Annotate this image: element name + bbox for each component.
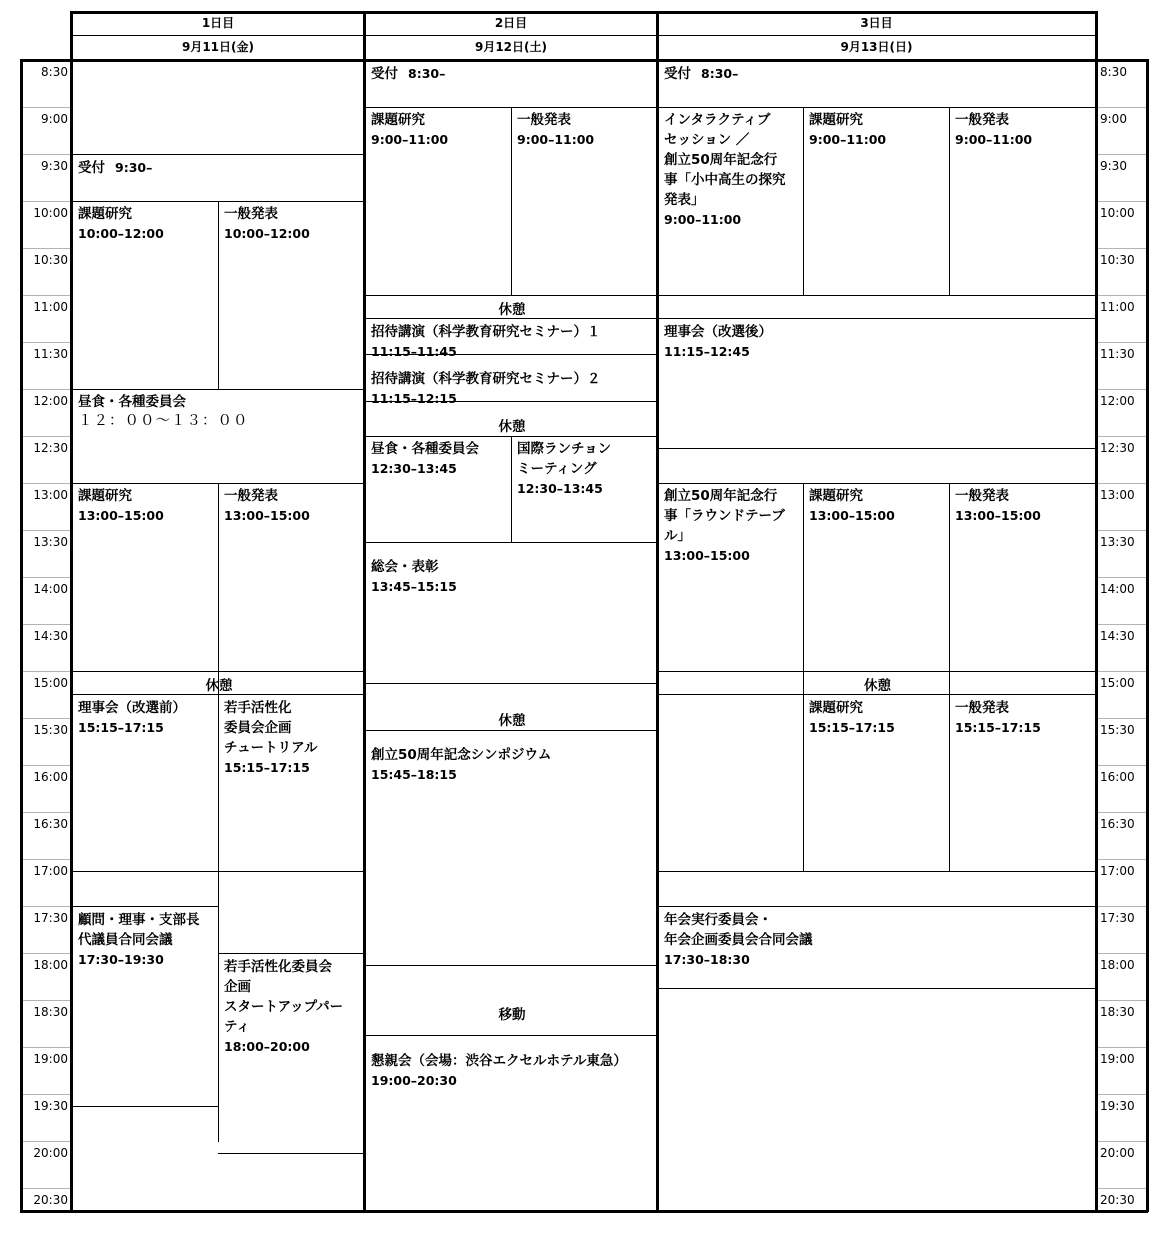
- time-label-left: 11:00: [33, 300, 68, 314]
- d3-general-late: [951, 696, 1095, 882]
- d3-research-late-time: 15:15–17:15: [809, 720, 895, 735]
- d2-invited2-time: 11:15–12:15: [371, 391, 457, 406]
- day3-label: 3日目: [860, 16, 893, 30]
- d3-roundtable: [660, 484, 803, 670]
- time-label-left: 18:00: [33, 958, 68, 972]
- d1-tutorial-time: 15:15–17:15: [224, 760, 310, 775]
- d1-board-title: 理事会（改選前）: [78, 700, 186, 716]
- d1-reception-time: 9:30–: [115, 160, 153, 175]
- d2-party-title: 懇親会（会場：渋谷エクセルホテル東急）: [371, 1053, 627, 1069]
- d1-general-am-time: 10:00–12:00: [224, 226, 310, 241]
- d1-general-am-title: 一般発表: [224, 206, 278, 222]
- time-label-left: 15:00: [33, 676, 68, 690]
- d1-break: 休憩: [205, 678, 233, 694]
- time-label-right: 18:00: [1100, 958, 1135, 972]
- time-label-right: 11:30: [1100, 347, 1135, 361]
- d3-research-am-title: 課題研究: [809, 112, 863, 128]
- d2-break3: 休憩: [498, 712, 526, 729]
- d1-startup: [220, 955, 364, 1141]
- d2-general-meeting-time: 13:45–15:15: [371, 579, 457, 594]
- day1-label: 1日目: [201, 16, 235, 30]
- d3-research-am-time: 9:00–11:00: [809, 132, 887, 147]
- time-label-left: 12:30: [33, 441, 68, 455]
- day2-date: 9月12日(土): [474, 40, 548, 54]
- d1-reception-title: 受付: [78, 160, 105, 176]
- d3-research-pm-time: 13:00–15:00: [809, 508, 895, 523]
- d3-roundtable-title: 創立50周年記念行 事「ラウンドテーブ ル」: [664, 488, 785, 544]
- time-label-left: 20:00: [33, 1146, 68, 1160]
- d2-general-time: 9:00–11:00: [517, 132, 595, 147]
- d2-reception: [367, 61, 657, 107]
- d3-research-late-title: 課題研究: [809, 700, 863, 716]
- d1-board-time: 15:15–17:15: [78, 720, 164, 735]
- d1-tutorial-title: 若手活性化 委員会企画 チュートリアル: [224, 700, 318, 756]
- d2-lunch: [367, 437, 512, 553]
- d2-symposium-title: 創立50周年記念シンポジウム: [371, 747, 552, 763]
- d3-break: 休憩: [864, 678, 891, 694]
- d1-lunch-time: １２：００〜１３：００: [78, 413, 249, 429]
- time-label-right: 9:00: [1100, 112, 1127, 126]
- d3-roundtable-time: 13:00–15:00: [664, 548, 750, 563]
- time-label-right: 14:30: [1100, 629, 1135, 643]
- d2-invited1-title: 招待講演（科学教育研究セミナー）１: [371, 324, 601, 340]
- d2-luncheon-time: 12:30–13:45: [517, 481, 603, 496]
- d1-general-pm-time: 13:00–15:00: [224, 508, 310, 523]
- time-label-left: 11:30: [33, 347, 68, 361]
- d1-advisors-time: 17:30–19:30: [78, 952, 164, 967]
- d1-general-pm: [220, 484, 364, 670]
- d1-research-pm-title: 課題研究: [78, 488, 132, 504]
- d2-research-time: 9:00–11:00: [371, 132, 449, 147]
- time-label-left: 17:00: [33, 864, 68, 878]
- d2-general: [513, 108, 657, 294]
- d3-reception-time: 8:30–: [701, 66, 739, 81]
- d3-committee: [660, 908, 1095, 1000]
- d2-reception-time: 8:30–: [408, 66, 446, 81]
- d3-general-late-title: 一般発表: [955, 700, 1009, 716]
- d2-party: [367, 1049, 657, 1209]
- time-label-right: 17:30: [1100, 911, 1135, 925]
- d2-general-meeting-title: 総会・表彰: [371, 559, 439, 575]
- time-label-right: 13:00: [1100, 488, 1135, 502]
- time-label-right: 10:30: [1100, 253, 1135, 267]
- time-label-left: 10:00: [33, 206, 68, 220]
- d3-board-title: 理事会（改選後）: [664, 324, 772, 340]
- time-label-right: 14:00: [1100, 582, 1135, 596]
- d1-general-pm-title: 一般発表: [224, 488, 278, 504]
- time-label-left: 10:30: [33, 253, 68, 267]
- time-label-left: 9:30: [41, 159, 68, 173]
- d3-research-late: [805, 696, 949, 882]
- time-label-right: 12:00: [1100, 394, 1135, 408]
- time-label-left: 17:30: [33, 911, 68, 925]
- time-label-left: 13:00: [33, 488, 68, 502]
- time-label-right: 8:30: [1100, 65, 1127, 79]
- d2-lunch-title: 昼食・各種委員会: [371, 441, 479, 457]
- d1-advisors-title: 顧問・理事・支部長 代議員合同会議: [78, 912, 200, 948]
- time-label-left: 9:00: [41, 112, 68, 126]
- time-label-left: 19:00: [33, 1052, 68, 1066]
- d2-invited2-title: 招待講演（科学教育研究セミナー）２: [371, 371, 601, 387]
- time-label-right: 13:30: [1100, 535, 1135, 549]
- d2-general-meeting: [367, 555, 657, 694]
- day3-date: 9月13日(日): [840, 40, 913, 54]
- d2-reception-title: 受付: [371, 66, 398, 82]
- d1-startup-time: 18:00–20:00: [224, 1039, 310, 1054]
- day1-date: 9月11日(金): [181, 40, 255, 54]
- time-label-right: 20:30: [1100, 1193, 1135, 1207]
- d3-interactive-time: 9:00–11:00: [664, 212, 742, 227]
- time-label-left: 15:30: [33, 723, 68, 737]
- d1-lunch: [74, 390, 364, 482]
- d2-general-title: 一般発表: [517, 112, 571, 128]
- d2-party-time: 19:00–20:30: [371, 1073, 457, 1088]
- d1-startup-title: 若手活性化委員会 企画 スタートアップパー ティ: [224, 959, 344, 1035]
- d1-research-am-time: 10:00–12:00: [78, 226, 164, 241]
- d1-research-am-title: 課題研究: [78, 206, 132, 222]
- time-label-right: 11:00: [1100, 300, 1135, 314]
- d3-reception-title: 受付: [664, 66, 691, 82]
- time-label-left: 8:30: [41, 65, 68, 79]
- d1-general-am: [220, 202, 364, 388]
- d1-advisors: [74, 908, 219, 1094]
- d2-break1: 休憩: [498, 302, 526, 318]
- d3-committee-title: 年会実行委員会・ 年会企画委員会合同会議: [664, 912, 813, 948]
- time-label-right: 18:30: [1100, 1005, 1135, 1019]
- d3-interactive: [660, 108, 803, 294]
- d2-invited1-time: 11:15–11:45: [371, 344, 457, 359]
- d2-symposium: [367, 743, 657, 976]
- d1-tutorial: [220, 696, 364, 882]
- d3-board-time: 11:15–12:45: [664, 344, 750, 359]
- time-label-left: 14:00: [33, 582, 68, 596]
- time-label-left: 16:00: [33, 770, 68, 784]
- time-label-right: 15:00: [1100, 676, 1135, 690]
- d3-board: [660, 320, 1095, 459]
- time-label-right: 16:00: [1100, 770, 1135, 784]
- time-label-right: 20:00: [1100, 1146, 1135, 1160]
- time-label-right: 16:30: [1100, 817, 1135, 831]
- time-label-right: 17:00: [1100, 864, 1135, 878]
- time-label-right: 9:30: [1100, 159, 1127, 173]
- d1-research-pm-time: 13:00–15:00: [78, 508, 164, 523]
- d3-general-late-time: 15:15–17:15: [955, 720, 1041, 735]
- d3-interactive-title: インタラクティブ セッション ／ 創立50周年記念行 事「小中高生の探究 発表」: [664, 112, 786, 208]
- d3-reception: [660, 61, 1095, 107]
- time-label-left: 13:30: [33, 535, 68, 549]
- time-label-left: 14:30: [33, 629, 68, 643]
- time-label-left: 20:30: [33, 1193, 68, 1207]
- time-label-right: 15:30: [1100, 723, 1135, 737]
- time-label-right: 12:30: [1100, 441, 1135, 455]
- time-label-right: 19:30: [1100, 1099, 1135, 1113]
- d3-general-am: [951, 108, 1095, 294]
- d2-invited2: [367, 367, 657, 412]
- time-label-left: 18:30: [33, 1005, 68, 1019]
- d2-research-title: 課題研究: [371, 112, 425, 128]
- d3-general-am-time: 9:00–11:00: [955, 132, 1033, 147]
- d2-invited1: [367, 320, 657, 365]
- d3-general-pm-title: 一般発表: [955, 488, 1009, 504]
- d3-committee-time: 17:30–18:30: [664, 952, 750, 967]
- d2-luncheon-title: 国際ランチョン ミーティング: [517, 441, 612, 477]
- d1-reception: [74, 155, 364, 201]
- time-label-left: 16:30: [33, 817, 68, 831]
- d1-research-pm: [74, 484, 219, 670]
- d2-lunch-time: 12:30–13:45: [371, 461, 457, 476]
- d3-research-am: [805, 108, 949, 294]
- d2-break2: 休憩: [498, 419, 526, 435]
- d3-research-pm: [805, 484, 949, 670]
- d1-research-am: [74, 202, 219, 388]
- d2-symposium-time: 15:45–18:15: [371, 767, 457, 782]
- d3-general-pm-time: 13:00–15:00: [955, 508, 1041, 523]
- d2-move: 移動: [498, 1007, 526, 1023]
- day2-label: 2日目: [494, 16, 528, 30]
- time-label-right: 10:00: [1100, 206, 1135, 220]
- d1-lunch-title: 昼食・各種委員会: [78, 394, 186, 410]
- d1-board: [74, 696, 219, 882]
- d3-general-am-title: 一般発表: [955, 112, 1009, 128]
- time-label-left: 12:00: [33, 394, 68, 408]
- d2-research: [367, 108, 512, 294]
- d2-luncheon: [513, 437, 657, 553]
- time-label-right: 19:00: [1100, 1052, 1135, 1066]
- d3-general-pm: [951, 484, 1095, 670]
- d3-research-pm-title: 課題研究: [809, 488, 863, 504]
- time-label-left: 19:30: [33, 1099, 68, 1113]
